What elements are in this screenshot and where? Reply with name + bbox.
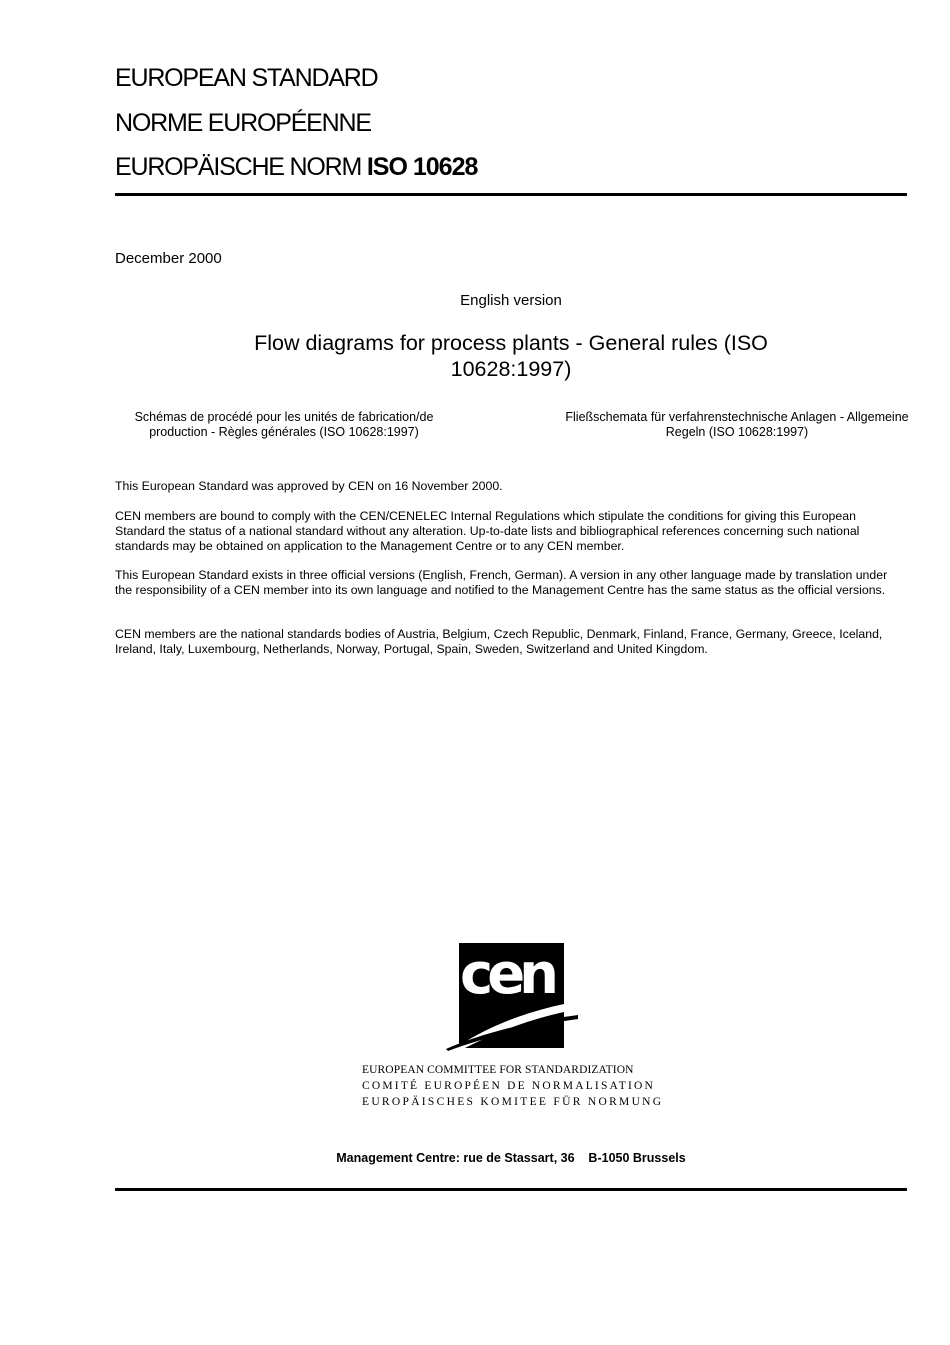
header-english: EUROPEAN STANDARD [115, 64, 378, 92]
german-title: Fließschemata für verfahrenstechnische Anlagen - Allgemeine Regeln (ISO 10628:1997) [565, 410, 909, 439]
language-version: English version [460, 292, 562, 309]
cen-logo-text: cen [460, 943, 554, 1007]
header-german-prefix: EUROPÄISCHE NORM [115, 153, 362, 181]
header-german [115, 152, 477, 182]
approval-paragraph: This European Standard was approved by CEN on 16 November 2000. [115, 479, 503, 493]
committee-french: COMITÉ EUROPÉEN DE NORMALISATION [362, 1080, 656, 1092]
committee-english: EUROPEAN COMMITTEE FOR STANDARDIZATION [362, 1064, 634, 1076]
management-centre-address: Management Centre: rue de Stassart, 36 B-1050 Brussels [336, 1151, 686, 1165]
committee-german: EUROPÄISCHES KOMITEE FÜR NORMUNG [362, 1096, 664, 1108]
french-title: Schémas de procédé pour les unités de fabrication/de production - Règles générales (ISO 10628:1997) [134, 410, 434, 439]
publication-date: December 2000 [115, 250, 222, 267]
members-paragraph: CEN members are the national standards bodies of Austria, Belgium, Czech Republic, Denmark, Finland, France, Germany, Greece, Iceland, Ireland, Italy, Luxembourg, Netherlands, Norway, Portugal, Spain, Sweden, Switzerland and United Kingdom. [115, 627, 883, 656]
top-rule [115, 193, 907, 196]
compliance-paragraph: CEN members are bound to comply with the CEN/CENELEC Internal Regulations which stipulate the conditions for giving this European Standard the status of a national standard without any alteration. Up-to-date lists and bibliographical references concerning such national standards may be obtained on application to the Management Centre or to any CEN member. [115, 509, 860, 553]
versions-paragraph: This European Standard exists in three official versions (English, French, German). A version in any other language made by translation under the responsibility of a CEN member into its own language and notified to the Management Centre has the same status as the official versions. [115, 568, 888, 597]
bottom-rule [115, 1188, 907, 1191]
standard-number: ISO 10628 [366, 153, 478, 181]
document-title: Flow diagrams for process plants - General rules (ISO 10628:1997) [254, 331, 768, 381]
header-french: NORME EUROPÉENNE [115, 109, 371, 137]
